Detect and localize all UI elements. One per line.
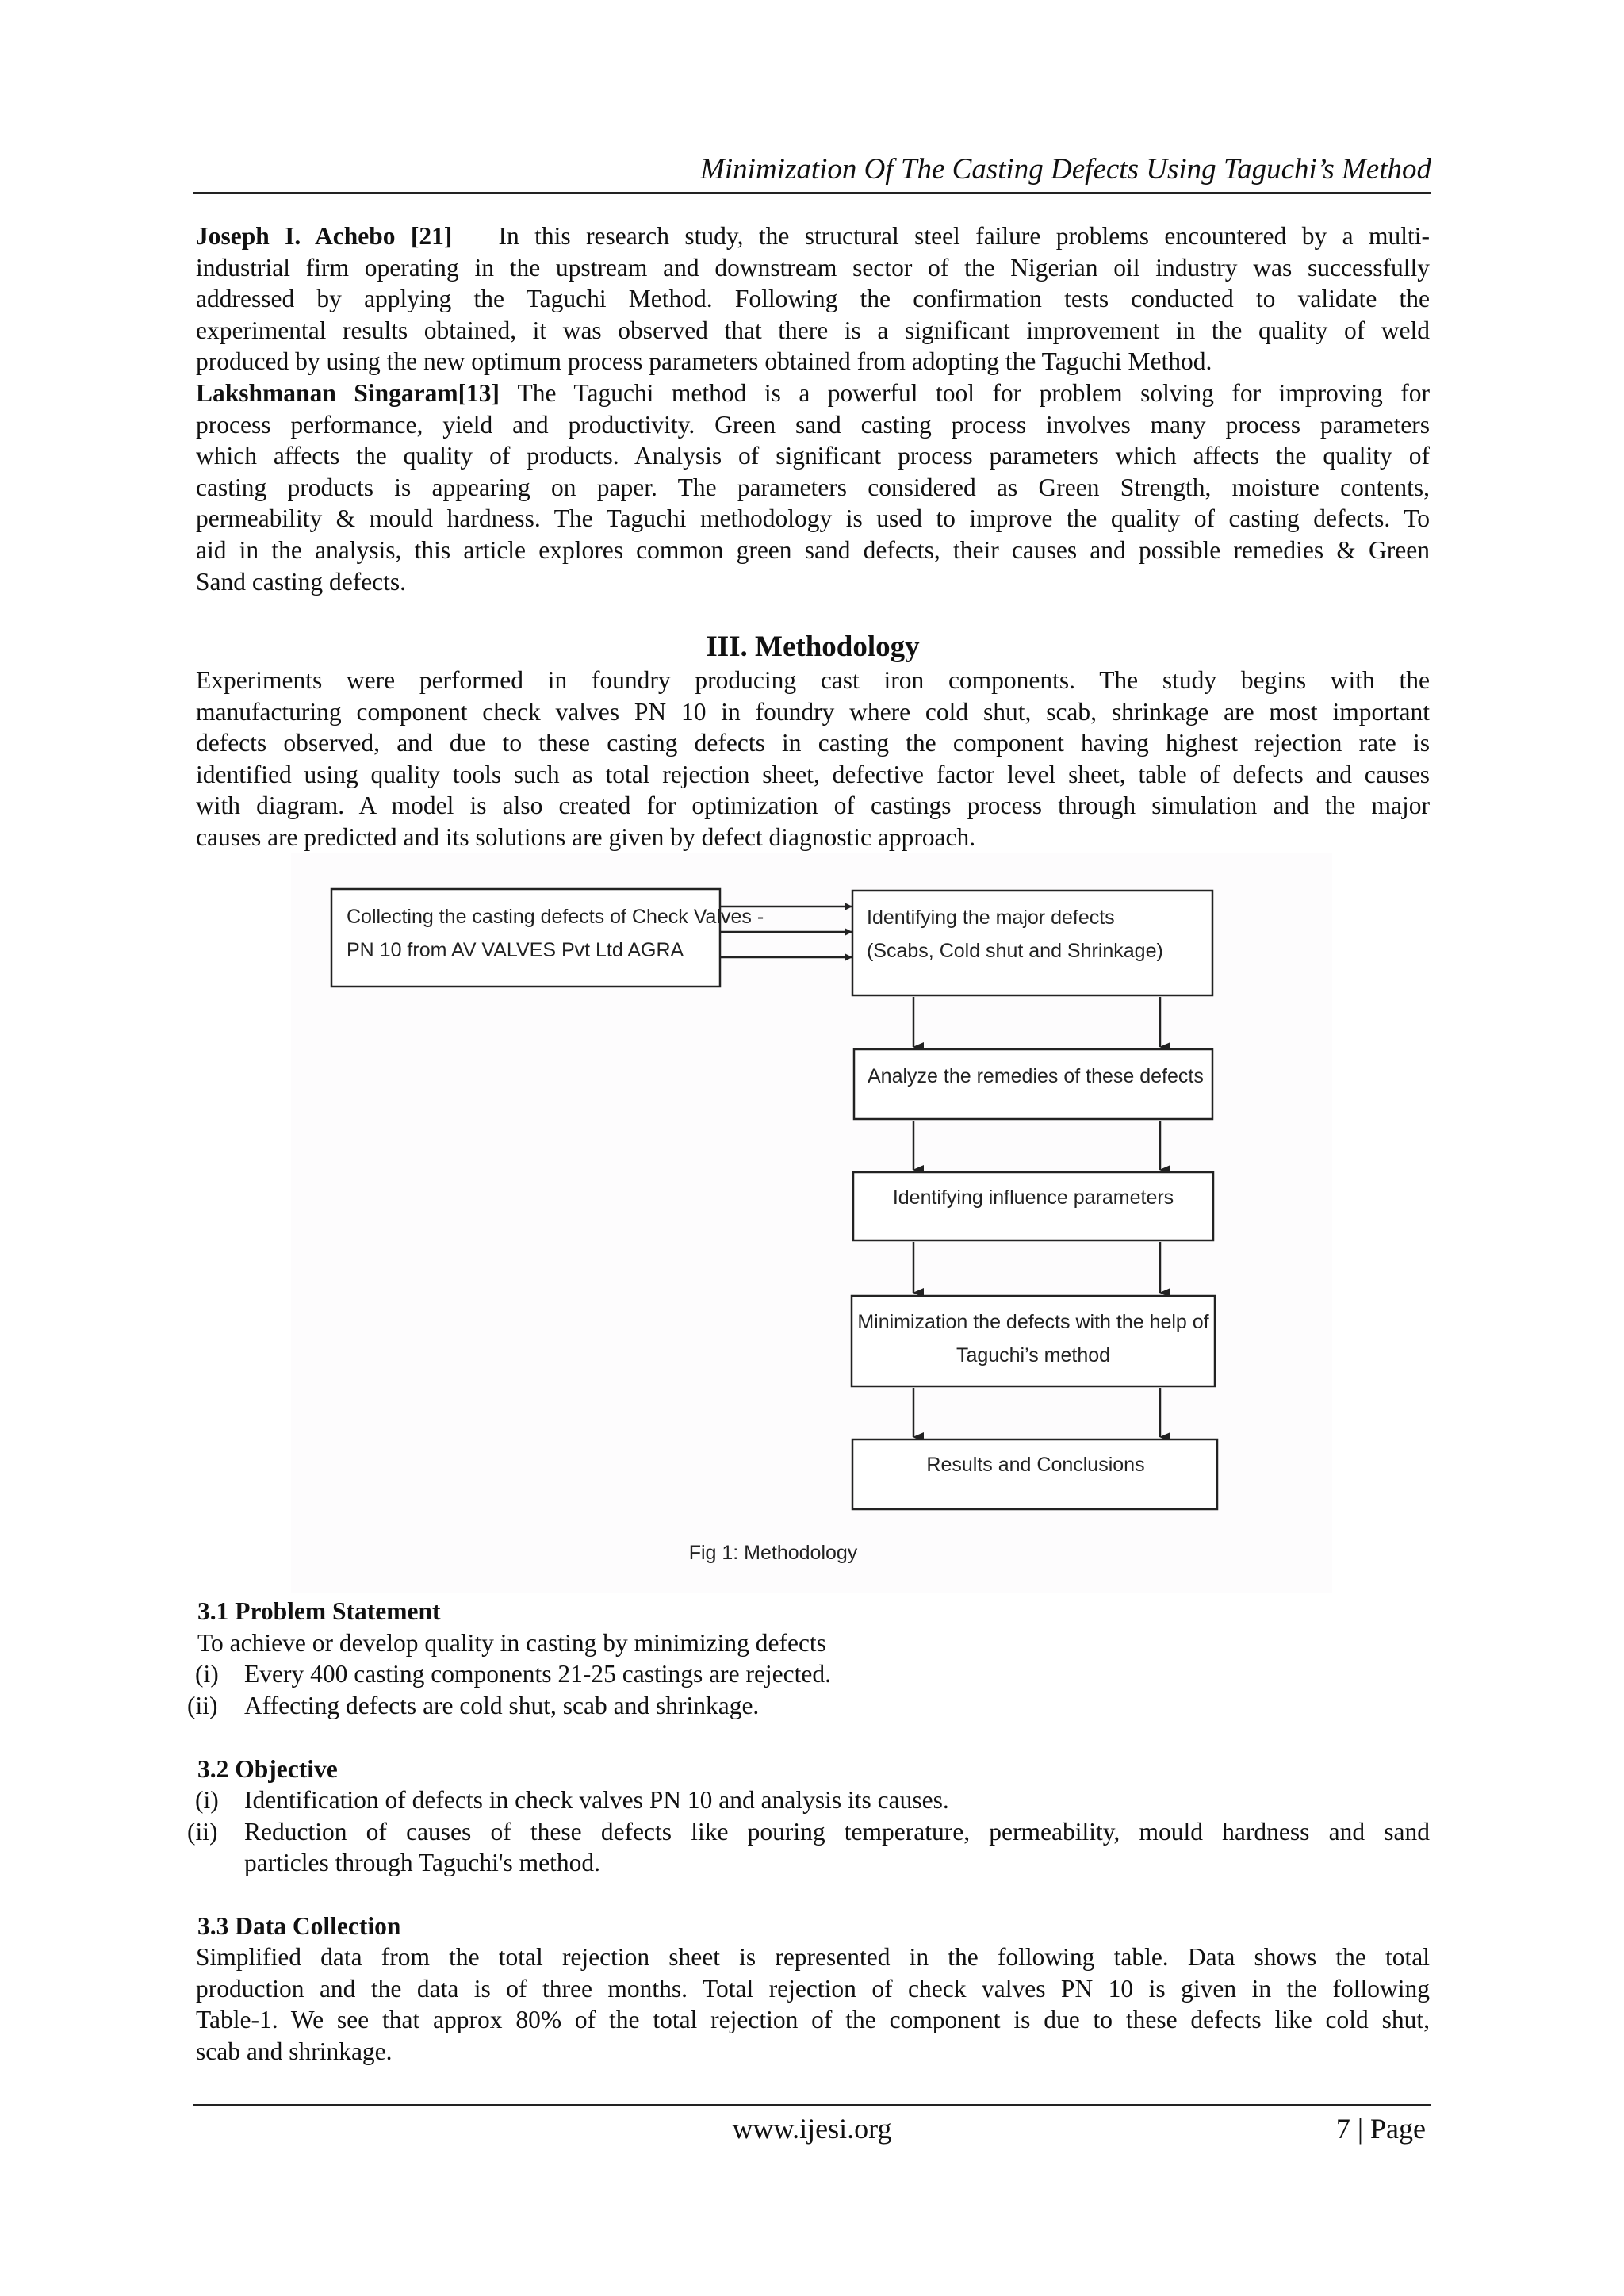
list-item bbox=[187, 1658, 1430, 1690]
text-line: industrial firm operating in the upstream and downstream sector of the Nigerian oil industry was successfully bbox=[196, 253, 1430, 282]
section-heading-methodology: III. Methodology bbox=[706, 631, 920, 663]
text-line: permeability & mould hardness. The Taguchi methodology is used to improve the quality of casting defects. To bbox=[196, 504, 1430, 533]
text-line: causes are predicted and its solutions are given by defect diagnostic approach. bbox=[196, 822, 976, 851]
list-number: (i) bbox=[195, 1786, 219, 1814]
text-line: with diagram. A model is also created for optimization of castings process through simulation and the major bbox=[196, 792, 1430, 820]
subheading-problem-statement: 3.1 Problem Statement bbox=[197, 1597, 441, 1625]
flow-step-text: Minimization the defects with the help of bbox=[857, 1311, 1209, 1333]
text-line: Experiments were performed in foundry producing cast iron components. The study begins with the bbox=[196, 666, 1430, 694]
list-item bbox=[187, 1784, 1430, 1816]
text-line: Simplified data from the total rejection sheet is represented in the following table. Data shows the total bbox=[196, 1943, 1430, 1971]
text-line: experimental results obtained, it was observed that there is a significant improvement in the quality of weld bbox=[196, 316, 1430, 344]
list-number: (ii) bbox=[187, 1817, 218, 1846]
text-line: production and the data is of three months. Total rejection of check valves PN 10 is given in the following bbox=[196, 1974, 1430, 2003]
list-text bbox=[244, 1816, 1430, 1879]
flow-step-text: (Scabs, Cold shut and Shrinkage) bbox=[867, 940, 1163, 962]
text-line: Joseph I. Achebo [21] In this research study, the structural steel failure problems encountered by a multi- bbox=[196, 222, 1430, 250]
list-number: (ii) bbox=[187, 1691, 218, 1719]
text-line: particles through Taguchi's method. bbox=[244, 1849, 601, 1877]
text-line: casting products is appearing on paper. The parameters considered as Green Strength, moisture contents, bbox=[196, 473, 1430, 501]
list-text: Affecting defects are cold shut, scab and shrinkage. bbox=[244, 1691, 760, 1719]
paragraph-data-collection bbox=[196, 1941, 1430, 2067]
text-line: Table-1. We see that approx 80% of the total rejection of the component is due to these defects like cold shut, bbox=[196, 2006, 1430, 2034]
text-line: Sand casting defects. bbox=[196, 567, 407, 596]
list-number: (i) bbox=[195, 1660, 219, 1688]
list-text: Identification of defects in check valves PN 10 and analysis its causes. bbox=[244, 1786, 949, 1814]
text-line: aid in the analysis, this article explores common green sand defects, their causes and possible remedies & Green bbox=[196, 535, 1430, 564]
text-line: Reduction of causes of these defects like pouring temperature, permeability, mould hardness and sand bbox=[244, 1817, 1430, 1846]
text-line: scab and shrinkage. bbox=[196, 2037, 393, 2065]
figure-caption: Fig 1: Methodology bbox=[688, 1542, 858, 1564]
author-name: Lakshmanan Singaram[13] bbox=[196, 379, 500, 407]
footer-rule bbox=[193, 2104, 1431, 2106]
text-line: identified using quality tools such as total rejection sheet, defective factor level sheet, table of defects and causes bbox=[196, 760, 1430, 788]
objective-list bbox=[187, 1784, 1430, 1879]
problem-intro bbox=[197, 1627, 1431, 1659]
text-line: process performance, yield and productivity. Green sand casting process involves many process parameters bbox=[196, 410, 1430, 439]
flow-box-source-line1: Collecting the casting defects of Check Valves - bbox=[347, 906, 764, 928]
flow-step-text: Identifying the major defects bbox=[867, 907, 1115, 929]
page-number: 7 | Page bbox=[1335, 2113, 1426, 2145]
flow-step-text: Results and Conclusions bbox=[926, 1454, 1145, 1476]
flow-step-text: Identifying influence parameters bbox=[892, 1186, 1174, 1209]
text-line: produced by using the new optimum process parameters obtained from adopting the Taguchi Method. bbox=[196, 347, 1212, 376]
text-line: To achieve or develop quality in casting by minimizing defects bbox=[197, 1629, 826, 1657]
flow-step-taguchi-minimization bbox=[852, 1296, 1215, 1386]
subheading-objective: 3.2 Objective bbox=[197, 1755, 338, 1783]
list-item bbox=[187, 1816, 1430, 1879]
list-text: Every 400 casting components 21-25 castings are rejected. bbox=[244, 1660, 832, 1688]
text-line: defects observed, and due to these casting defects in casting the component having highest rejection rate is bbox=[196, 729, 1430, 757]
text-line: manufacturing component check valves PN 10 in foundry where cold shut, scab, shrinkage are most important bbox=[196, 697, 1430, 726]
text-line: addressed by applying the Taguchi Method. Following the confirmation tests conducted to validate the bbox=[196, 285, 1430, 313]
flow-step-text: Analyze the remedies of these defects bbox=[868, 1065, 1204, 1087]
problem-list bbox=[187, 1658, 1430, 1721]
footer-url: www.ijesi.org bbox=[732, 2113, 892, 2145]
list-item bbox=[187, 1690, 1430, 1722]
running-title: Minimization Of The Casting Defects Using Taguchi’s Method bbox=[700, 153, 1431, 186]
flow-step-text: Taguchi’s method bbox=[956, 1344, 1111, 1366]
text-line: which affects the quality of products. Analysis of significant process parameters which affects the quality of bbox=[196, 442, 1430, 470]
flow-box-source-line2: PN 10 from AV VALVES Pvt Ltd AGRA bbox=[347, 939, 684, 961]
text-line: Lakshmanan Singaram[13] The Taguchi method is a powerful tool for problem solving for improving for bbox=[196, 379, 1431, 407]
subheading-data-collection: 3.3 Data Collection bbox=[197, 1912, 401, 1940]
flow-box-source bbox=[331, 889, 720, 987]
author-name: Joseph I. Achebo [21] bbox=[196, 222, 453, 250]
